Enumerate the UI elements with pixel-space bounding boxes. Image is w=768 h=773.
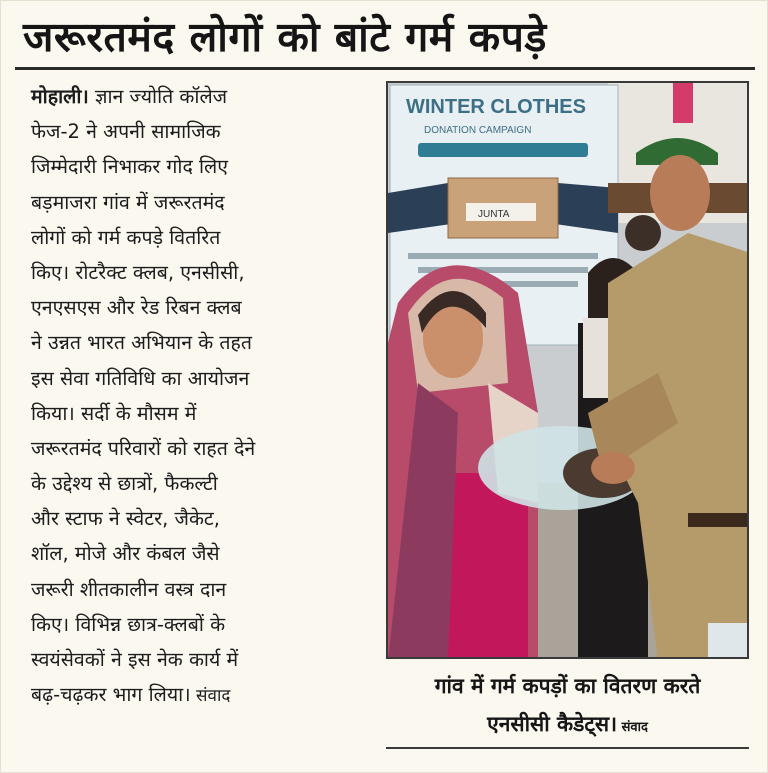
photo-caption <box>386 667 749 747</box>
article-line: लोगों को गर्म कपड़े वितरित <box>31 225 221 249</box>
photo-illustration <box>388 83 749 659</box>
article-line: जरूरी शीतकालीन वस्त्र दान <box>31 577 227 601</box>
article-body <box>31 79 371 712</box>
banner-subtitle: DONATION CAMPAIGN <box>424 125 532 136</box>
article-line: किए। विभिन्न छात्र-क्लबों के <box>31 612 226 636</box>
banner-title: WINTER CLOTHES <box>406 96 586 118</box>
article-line: ने उन्नत भारत अभियान के तहत <box>31 331 252 355</box>
article-line: के उद्देश्य से छात्रों, फैकल्टी <box>31 472 218 496</box>
article-line: स्वयंसेवकों ने इस नेक कार्य में <box>31 648 239 671</box>
caption-line-2: एनसीसी कैडेट्स। संवाद <box>487 712 648 736</box>
article-credit: संवाद <box>190 686 231 707</box>
caption-line-1: गांव में गर्म कपड़ों का वितरण करते <box>434 674 701 698</box>
box-label: JUNTA <box>478 209 510 220</box>
article-line: फेज-2 ने अपनी सामाजिक <box>31 120 221 144</box>
caption-rule <box>386 747 749 749</box>
caption-credit: संवाद <box>617 720 648 735</box>
news-photo <box>386 81 749 659</box>
article-line: एनएसएस और रेड रिबन क्लब <box>31 296 242 320</box>
article-line: इस सेवा गतिविधि का आयोजन <box>31 366 250 390</box>
article-line-last: बढ़-चढ़कर भाग लिया। संवाद <box>31 683 231 707</box>
dateline: मोहाली। <box>31 85 89 108</box>
article-line: और स्टाफ ने स्वेटर, जैकेट, <box>31 507 220 531</box>
article-line: बड़माजरा गांव में जरूरतमंद <box>31 190 225 214</box>
article-line-0: मोहाली। ज्ञान ज्योति कॉलेज <box>31 85 228 108</box>
article-line: किए। रोटरैक्ट क्लब, एनसीसी, <box>31 260 245 284</box>
article-line: जिम्मेदारी निभाकर गोद लिए <box>31 155 229 179</box>
article-line: शॉल, मोजे और कंबल जैसे <box>31 542 220 566</box>
headline-rule <box>15 67 755 70</box>
article-line: जरूरतमंद परिवारों को राहत देने <box>31 436 256 460</box>
headline: जरूरतमंद लोगों को बांटे गर्म कपड़े <box>23 13 547 61</box>
article-line: किया। सर्दी के मौसम में <box>31 401 197 425</box>
